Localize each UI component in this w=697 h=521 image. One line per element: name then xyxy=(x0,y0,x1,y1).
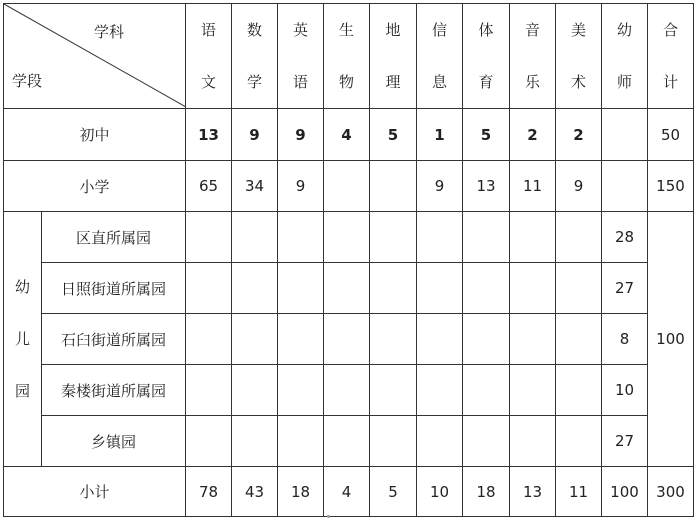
header-corner-cell xyxy=(4,4,186,109)
table-cell: 1 xyxy=(417,109,463,161)
table-cell: 8 xyxy=(602,314,648,365)
table-row-kindergarten xyxy=(4,263,694,314)
table-cell xyxy=(417,365,463,416)
table-cell xyxy=(278,212,324,263)
table-cell xyxy=(370,212,417,263)
table-cell: 18 xyxy=(278,467,324,517)
row-label-subtotal: 小计 xyxy=(4,467,186,517)
table-cell xyxy=(278,314,324,365)
table-cell xyxy=(186,212,232,263)
table-row-primary xyxy=(4,161,694,212)
table-row-kindergarten xyxy=(4,212,694,263)
table-cell xyxy=(324,161,370,212)
table-cell xyxy=(602,161,648,212)
table-cell: 9 xyxy=(232,109,278,161)
table-cell xyxy=(370,263,417,314)
table-cell: 9 xyxy=(278,161,324,212)
table-cell xyxy=(417,314,463,365)
table-cell xyxy=(324,314,370,365)
table-cell: 10 xyxy=(417,467,463,517)
table-cell: 50 xyxy=(648,109,694,161)
table-cell xyxy=(370,416,417,467)
header-row xyxy=(4,4,694,109)
table-cell: 27 xyxy=(602,416,648,467)
table-cell xyxy=(463,212,510,263)
table-row-kindergarten xyxy=(4,365,694,416)
table-cell xyxy=(186,314,232,365)
row-label-primary: 小学 xyxy=(4,161,186,212)
row-label-kindergarten: 乡镇园 xyxy=(42,416,186,467)
table-cell xyxy=(556,314,602,365)
table-cell: 4 xyxy=(324,467,370,517)
table-cell: 13 xyxy=(186,109,232,161)
table-cell: 2 xyxy=(510,109,556,161)
table-cell xyxy=(370,161,417,212)
header-subject-it: 信 息 xyxy=(417,4,463,109)
table-cell xyxy=(510,212,556,263)
table-cell xyxy=(278,365,324,416)
table-cell xyxy=(324,365,370,416)
table-cell xyxy=(186,416,232,467)
table-cell xyxy=(370,314,417,365)
table-cell xyxy=(232,212,278,263)
table-cell: 18 xyxy=(463,467,510,517)
table-cell: 11 xyxy=(556,467,602,517)
table-cell xyxy=(463,365,510,416)
table-cell: 5 xyxy=(463,109,510,161)
header-subject-math: 数 学 xyxy=(232,4,278,109)
header-subject-music: 音 乐 xyxy=(510,4,556,109)
header-subject-chinese: 语 文 xyxy=(186,4,232,109)
header-subject-preschool: 幼 师 xyxy=(602,4,648,109)
row-label-kindergarten: 秦楼街道所属园 xyxy=(42,365,186,416)
table-cell xyxy=(232,365,278,416)
table-cell: 10 xyxy=(602,365,648,416)
table-cell xyxy=(510,263,556,314)
group-label-kindergarten: 幼 儿 园 xyxy=(4,212,42,467)
table-cell xyxy=(463,263,510,314)
table-cell: 43 xyxy=(232,467,278,517)
table-cell xyxy=(556,263,602,314)
table-cell xyxy=(232,314,278,365)
table-row-kindergarten xyxy=(4,314,694,365)
row-label-junior: 初中 xyxy=(4,109,186,161)
table-cell xyxy=(324,212,370,263)
table-cell: 11 xyxy=(510,161,556,212)
corner-subject-label: 学科 xyxy=(94,23,125,41)
table-cell xyxy=(370,365,417,416)
table-cell xyxy=(417,212,463,263)
row-label-kindergarten: 日照街道所属园 xyxy=(42,263,186,314)
table-cell xyxy=(186,365,232,416)
table-cell: 5 xyxy=(370,467,417,517)
table-cell xyxy=(186,263,232,314)
corner-diagonal-line xyxy=(4,4,186,107)
table-cell: 78 xyxy=(186,467,232,517)
table-cell xyxy=(510,314,556,365)
table-cell: 13 xyxy=(463,161,510,212)
table-cell xyxy=(324,263,370,314)
header-subject-pe: 体 育 xyxy=(463,4,510,109)
table-cell xyxy=(463,314,510,365)
table-cell xyxy=(556,416,602,467)
table-cell: 2 xyxy=(556,109,602,161)
table-cell xyxy=(556,365,602,416)
table-cell: 27 xyxy=(602,263,648,314)
table-cell xyxy=(324,416,370,467)
table-cell: 150 xyxy=(648,161,694,212)
table-cell: 13 xyxy=(510,467,556,517)
table-cell xyxy=(278,416,324,467)
table-row-kindergarten xyxy=(4,416,694,467)
corner-stage-label: 学段 xyxy=(12,72,43,90)
table-cell xyxy=(417,263,463,314)
header-subject-biology: 生 物 xyxy=(324,4,370,109)
table-cell xyxy=(278,263,324,314)
header-subject-english: 英 语 xyxy=(278,4,324,109)
table-cell: 5 xyxy=(370,109,417,161)
table-cell xyxy=(510,416,556,467)
row-label-kindergarten: 石臼街道所属园 xyxy=(42,314,186,365)
table-cell: 9 xyxy=(417,161,463,212)
table-cell xyxy=(510,365,556,416)
row-label-kindergarten: 区直所属园 xyxy=(42,212,186,263)
header-subject-geography: 地 理 xyxy=(370,4,417,109)
table-cell: 4 xyxy=(324,109,370,161)
table-cell: 100 xyxy=(602,467,648,517)
table-cell xyxy=(417,416,463,467)
table-row-junior xyxy=(4,109,694,161)
table-cell xyxy=(463,416,510,467)
table-cell: 34 xyxy=(232,161,278,212)
table-cell xyxy=(232,263,278,314)
table-cell: 9 xyxy=(278,109,324,161)
table-row-subtotal xyxy=(4,467,694,517)
table-cell: 9 xyxy=(556,161,602,212)
table-cell: 65 xyxy=(186,161,232,212)
table-cell: 300 xyxy=(648,467,694,517)
table-cell xyxy=(602,109,648,161)
table-cell xyxy=(232,416,278,467)
kindergarten-total-cell: 100 xyxy=(648,212,694,467)
header-total: 合 计 xyxy=(648,4,694,109)
bottom-dot xyxy=(327,515,330,518)
table-cell: 28 xyxy=(602,212,648,263)
header-subject-art: 美 术 xyxy=(556,4,602,109)
teacher-allocation-table xyxy=(3,3,694,517)
table-cell xyxy=(556,212,602,263)
